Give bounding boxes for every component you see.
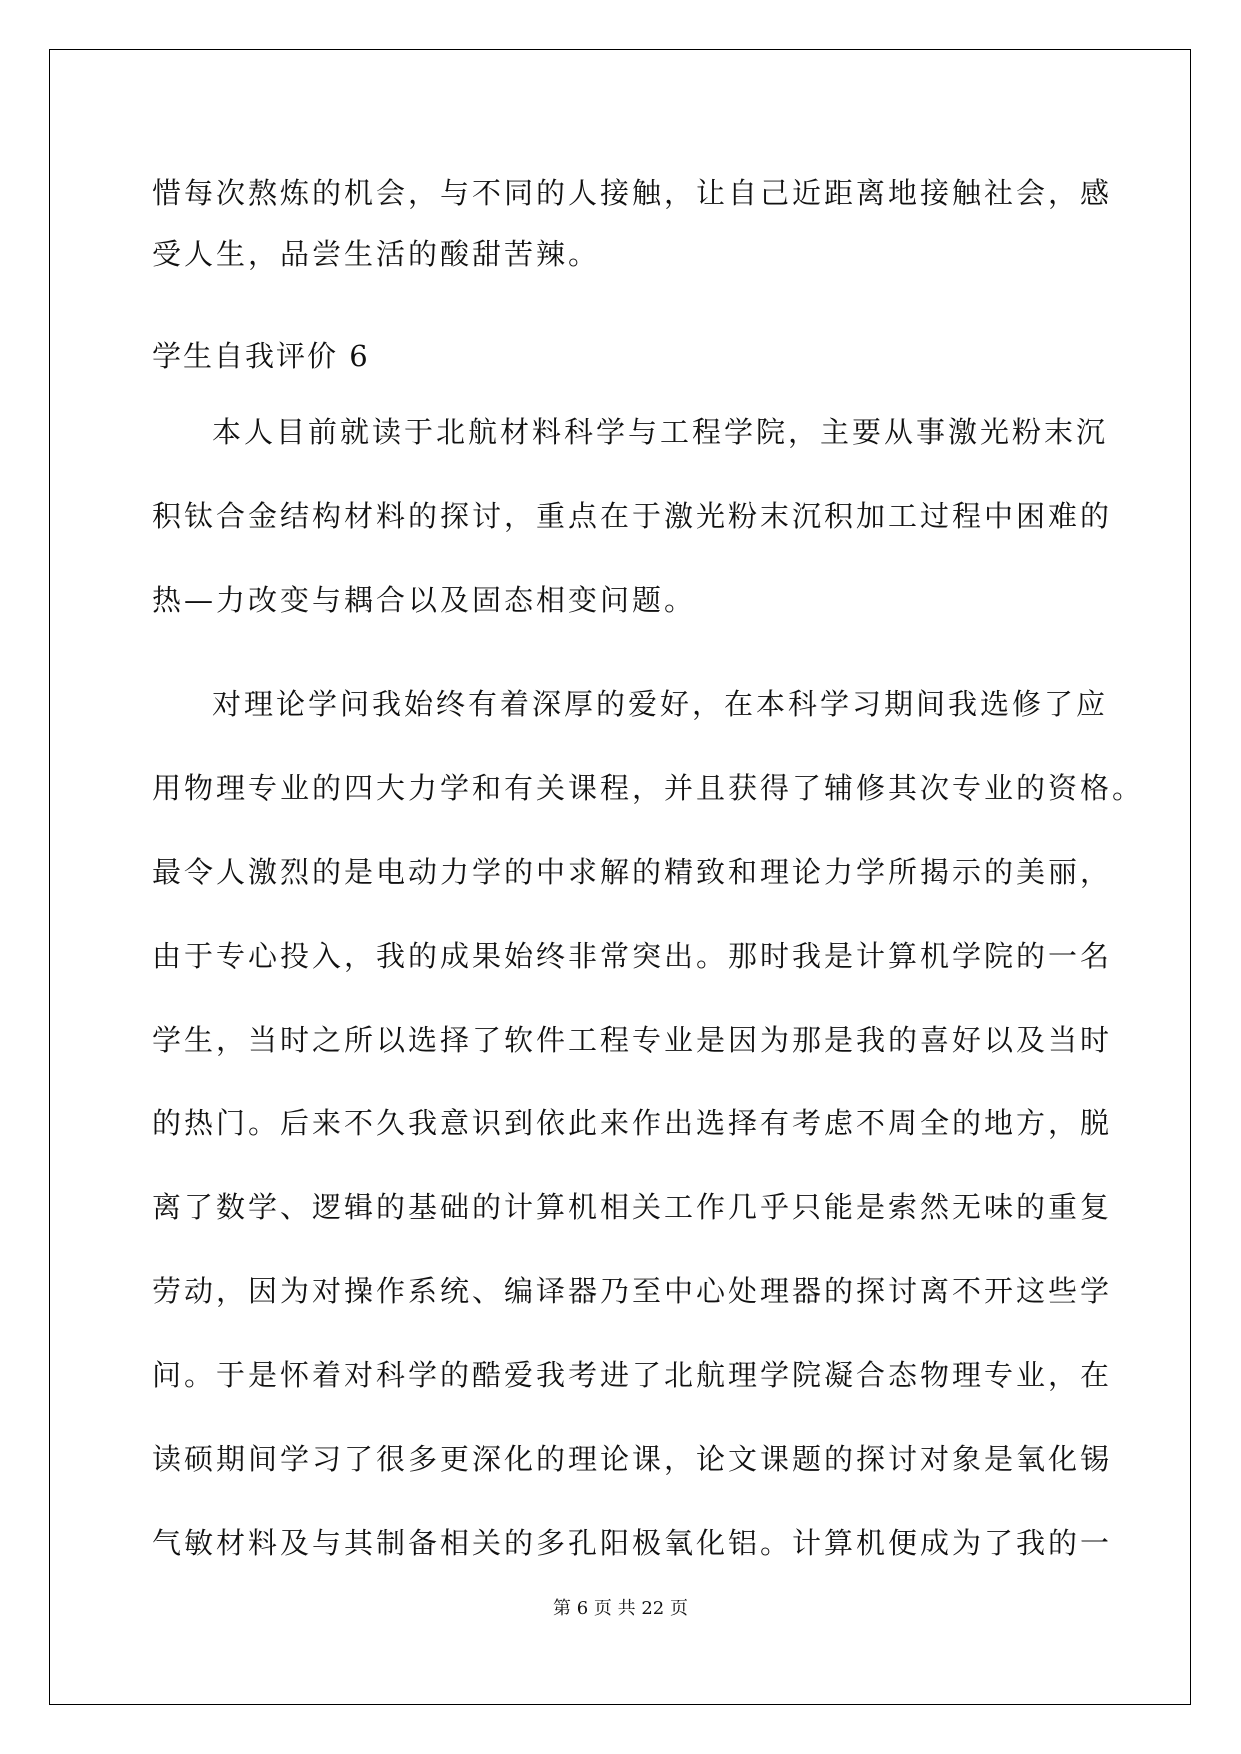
text-line: 最令人激烈的是电动力学的中求解的精致和理论力学所揭示的美丽， (152, 855, 1113, 889)
text-line: 本人目前就读于北航材料科学与工程学院，主要从事激光粉末沉 (212, 415, 1109, 449)
text-line: 受人生，品尝生活的酸甜苦辣。 (152, 237, 601, 271)
page-footer: 第 6 页 共 22 页 (553, 1598, 688, 1619)
section-heading: 学生自我评价 6 (152, 339, 370, 373)
text-line: 惜每次熬炼的机会，与不同的人接触，让自己近距离地接触社会，感 (152, 176, 1113, 210)
text-line: 读硕期间学习了很多更深化的理论课，论文课题的探讨对象是氧化锡 (152, 1442, 1113, 1476)
text-line: 积钛合金结构材料的探讨，重点在于激光粉末沉积加工过程中困难的 (152, 499, 1113, 533)
text-line: 对理论学问我始终有着深厚的爱好，在本科学习期间我选修了应 (212, 687, 1109, 721)
text-line: 用物理专业的四大力学和有关课程，并且获得了辅修其次专业的资格。 (152, 771, 1145, 805)
text-line: 问。于是怀着对科学的酷爱我考进了北航理学院凝合态物理专业，在 (152, 1358, 1113, 1392)
text-line: 劳动，因为对操作系统、编译器乃至中心处理器的探讨离不开这些学 (152, 1274, 1113, 1308)
text-line: 的热门。后来不久我意识到依此来作出选择有考虑不周全的地方，脱 (152, 1106, 1113, 1140)
text-line: 由于专心投入，我的成果始终非常突出。那时我是计算机学院的一名 (152, 939, 1113, 973)
text-line: 离了数学、逻辑的基础的计算机相关工作几乎只能是索然无味的重复 (152, 1190, 1113, 1224)
text-line: 热—力改变与耦合以及固态相变问题。 (152, 583, 697, 617)
text-line: 学生，当时之所以选择了软件工程专业是因为那是我的喜好以及当时 (152, 1023, 1113, 1057)
text-line: 气敏材料及与其制备相关的多孔阳极氧化铝。计算机便成为了我的一 (152, 1526, 1113, 1560)
